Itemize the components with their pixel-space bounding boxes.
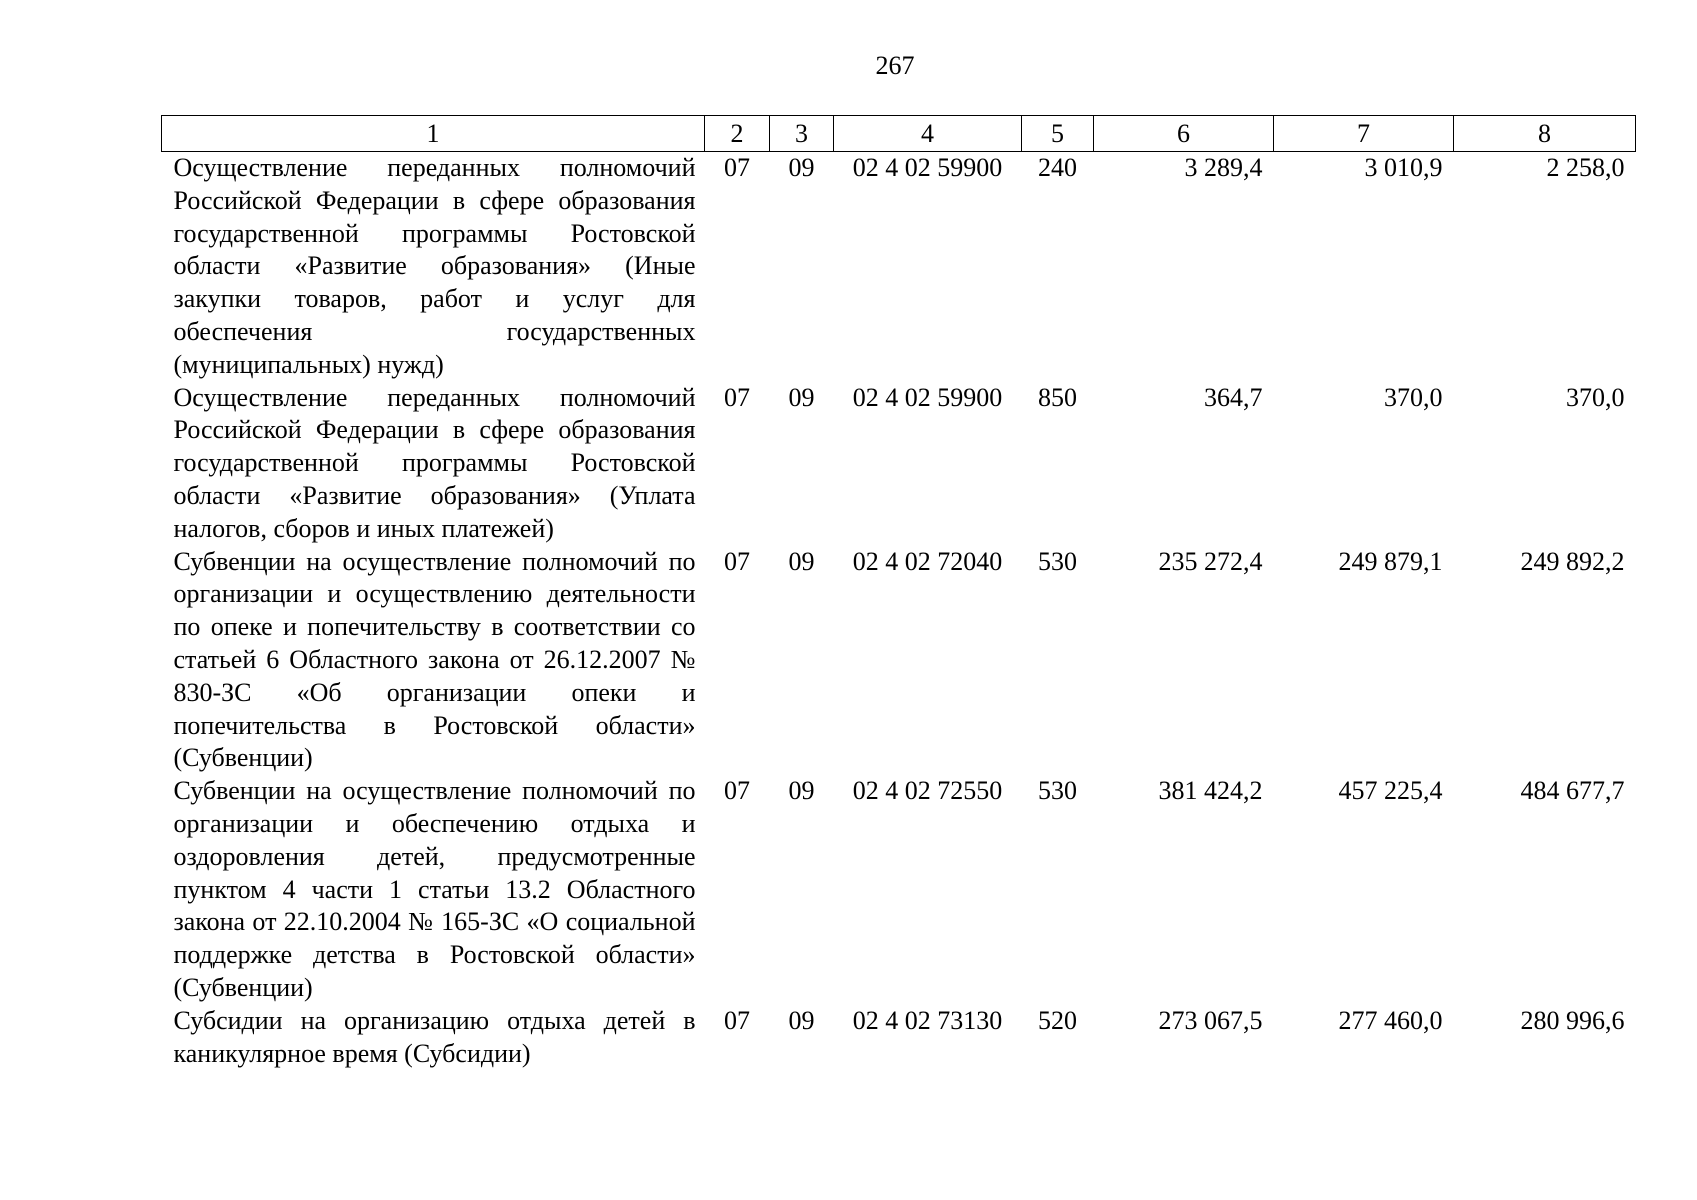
row-expense-type: 530 (1038, 546, 1077, 576)
row-description: Субсидии на организацию отдыха детей в каникулярное время (Субсидии) (173, 1005, 696, 1068)
row-amount-col-6: 273 067,5 (1158, 1005, 1263, 1035)
row-amount-col-7: 249 879,1 (1338, 546, 1443, 576)
row-amount-col-7: 457 225,4 (1338, 776, 1443, 806)
table-row (162, 382, 1636, 546)
row-subsection-code: 09 (788, 382, 815, 412)
table-header (162, 116, 1636, 152)
row-expense-type: 530 (1038, 776, 1077, 806)
row-subsection-code: 09 (788, 776, 815, 806)
row-amount-col-7: 3 010,9 (1364, 153, 1443, 182)
row-amount-col-6: 381 424,2 (1158, 776, 1263, 806)
row-expense-type: 850 (1038, 382, 1077, 412)
row-amount-col-8: 2 258,0 (1546, 153, 1625, 182)
header-col-3: 3 (770, 116, 834, 152)
header-col-5: 5 (1022, 116, 1094, 152)
table-row (162, 546, 1636, 776)
row-amount-col-7: 370,0 (1384, 382, 1443, 412)
row-section-code: 07 (724, 153, 750, 182)
row-description: Субвенции на осуществление полномочий по организации и обеспечению отдыха и оздоровления детей, предусмотренные пунктом 4 части 1 статьи 13.2 Областного закона от 22.10.2004 № 165-ЗС «О социальной поддержке детства в Ростовской области» (Субвенции) (173, 776, 696, 1002)
row-section-code: 07 (724, 546, 750, 576)
header-col-6: 6 (1094, 116, 1274, 152)
row-target-article: 02 4 02 59900 (852, 153, 1003, 182)
row-expense-type: 520 (1038, 1005, 1077, 1035)
row-subsection-code: 09 (788, 153, 815, 182)
header-col-1: 1 (162, 116, 705, 152)
row-section-code: 07 (724, 382, 750, 412)
row-amount-col-7: 277 460,0 (1338, 1005, 1443, 1035)
table-row (162, 152, 1636, 382)
header-col-4: 4 (834, 116, 1022, 152)
row-expense-type: 240 (1038, 153, 1077, 182)
row-amount-col-8: 484 677,7 (1520, 776, 1625, 806)
row-description: Субвенции на осуществление полномочий по организации и осуществлению деятельности по опеке и попечительству в соответствии со статьей 6 Областного закона от 26.12.2007 № 830-ЗС «Об организации опеки и попечительства в Ростовской области» (Субвенции) (173, 546, 696, 773)
table-body (162, 152, 1636, 1071)
row-target-article: 02 4 02 72040 (852, 546, 1003, 576)
row-description: Осуществление переданных полномочий Российской Федерации в сфере образования государственной программы Ростовской области «Развитие образования» (Иные закупки товаров, работ и услуг для обеспечения государственных (муниципальных) нужд) (173, 153, 696, 379)
page-number: 267 (875, 51, 915, 80)
row-amount-col-8: 280 996,6 (1520, 1005, 1625, 1035)
header-col-7: 7 (1274, 116, 1454, 152)
row-amount-col-8: 370,0 (1566, 382, 1625, 412)
row-subsection-code: 09 (788, 1005, 815, 1035)
row-amount-col-6: 364,7 (1204, 382, 1263, 412)
row-amount-col-8: 249 892,2 (1520, 546, 1625, 576)
row-section-code: 07 (724, 1005, 750, 1035)
row-target-article: 02 4 02 59900 (852, 382, 1003, 412)
row-description: Осуществление переданных полномочий Российской Федерации в сфере образования государственной программы Ростовской области «Развитие образования» (Уплата налогов, сборов и иных платежей) (173, 382, 696, 543)
row-target-article: 02 4 02 73130 (852, 1005, 1003, 1035)
budget-table (161, 115, 1636, 1070)
table-row (162, 1005, 1636, 1071)
table-row (162, 775, 1636, 1005)
row-amount-col-6: 235 272,4 (1158, 546, 1263, 576)
row-amount-col-6: 3 289,4 (1184, 153, 1263, 182)
row-subsection-code: 09 (788, 546, 815, 576)
header-col-2: 2 (705, 116, 770, 152)
header-col-8: 8 (1454, 116, 1636, 152)
header-row (162, 116, 1636, 152)
row-section-code: 07 (724, 776, 750, 806)
row-target-article: 02 4 02 72550 (852, 776, 1003, 806)
